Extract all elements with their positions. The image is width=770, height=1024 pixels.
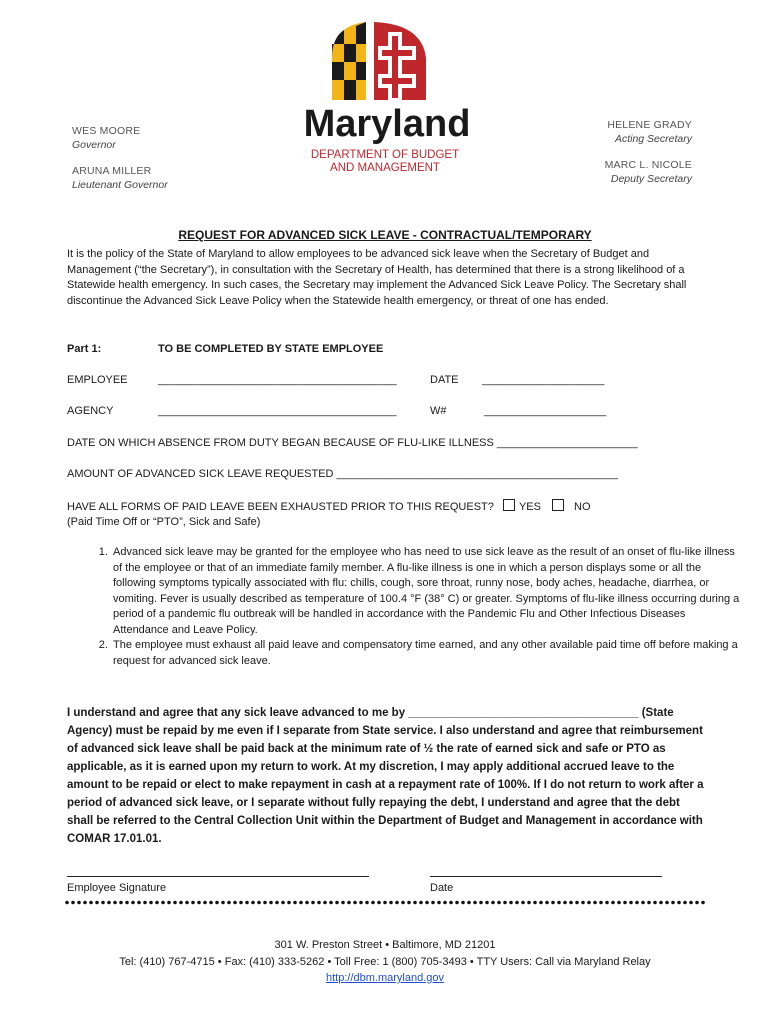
no-checkbox[interactable]: [552, 499, 564, 511]
policy-paragraph: It is the policy of the State of Maryland to allow employees to be advanced sick leave when the Secretary of Budget and Management (“the Secretary”), in consultation with the Secretary of Health, has determined that there is a strong likelihood of a Statewide health emergency. In such cases, the Secretary may implement the Advanced Sick Leave Policy. The Secretary shall discontinue the Advanced Sick Leave Policy when the Statewide health emergency, or threat of one has ended.: [67, 248, 687, 307]
date-label: DATE: [430, 374, 459, 386]
lt-governor-title: Lieutenant Governor: [72, 179, 168, 191]
lt-governor-name: ARUNA MILLER: [72, 165, 152, 177]
governor-block: [72, 124, 140, 152]
department-line-2: AND MANAGEMENT: [330, 162, 440, 174]
deputy-block: [605, 158, 692, 186]
signature-label: Employee Signature: [67, 882, 167, 894]
absence-date-field[interactable]: DATE ON WHICH ABSENCE FROM DUTY BEGAN BECAUSE OF FLU-LIKE ILLNESS _______________________: [67, 437, 638, 449]
secretary-name: HELENE GRADY: [607, 119, 692, 131]
agency-field[interactable]: _______________________________________: [158, 405, 397, 417]
deputy-name: MARC L. NICOLE: [604, 159, 692, 171]
exhausted-question: HAVE ALL FORMS OF PAID LEAVE BEEN EXHAUSTED PRIOR TO THIS REQUEST?: [67, 501, 494, 513]
part-heading: TO BE COMPLETED BY STATE EMPLOYEE: [158, 343, 384, 355]
list-item: 2. The employee must exhaust all paid leave and compensatory time earned, and any other available paid time off before making a request for advanced sick leave.: [111, 638, 741, 669]
department-line-1: DEPARTMENT OF BUDGET: [310, 149, 460, 161]
list-item: 1. Advanced sick leave may be granted for the employee who has need to use sick leave as the result of an onset of flu-like illness of the employee or that of an immediate family member. A flu-like illness is one in which a person displays some or all the following symptoms typically associated with flu: chills, cough, sore throat, runny nose, body aches, headache, diarrhea, or vomiting. Fever is usually described as temperature of 100.4 °F (38° C) or greater. Symptoms of flu-like illness occurring during a period of a pandemic flu outbreak will be handled in accordance with the Pandemic Flu and Other Infectious Diseases Attendance and Leave Policy.: [111, 545, 741, 638]
yes-label: YES: [518, 501, 541, 513]
w-number-label: W#: [430, 405, 447, 417]
website-link[interactable]: http://dbm.maryland.gov: [325, 972, 444, 984]
maryland-logo: [322, 18, 442, 108]
employee-label: EMPLOYEE: [67, 374, 128, 386]
form-title: REQUEST FOR ADVANCED SICK LEAVE - CONTRACTUAL/TEMPORARY: [178, 228, 592, 242]
part-label: Part 1:: [67, 343, 102, 355]
lt-governor-block: [72, 164, 168, 192]
date-field[interactable]: ____________________: [482, 374, 605, 386]
amount-requested-field[interactable]: AMOUNT OF ADVANCED SICK LEAVE REQUESTED ______________________________________________: [67, 468, 618, 480]
exhausted-note: (Paid Time Off or “PTO”, Sick and Safe): [67, 516, 261, 528]
department-name: [280, 149, 490, 175]
agency-label: AGENCY: [67, 405, 114, 417]
governor-name: WES MOORE: [72, 125, 141, 137]
footer-website-row: [0, 970, 770, 986]
signature-date-label: Date: [430, 882, 454, 894]
conditions-list: [67, 545, 741, 669]
footer-contact: Tel: (410) 767-4715 • Fax: (410) 333-5262 • Toll Free: 1 (800) 705-3493 • TTY Users: Call via Maryland Relay: [119, 956, 651, 968]
footer-address: 301 W. Preston Street • Baltimore, MD 21201: [274, 939, 496, 951]
agreement-statement: I understand and agree that any sick leave advanced to me by ____________________________________ (State Agency) must be repaid by me even if I separate from State service. I also understand and agree that reimbursement of advanced sick leave shall be paid back at the minimum rate of ½ the rate of earned sick and safe or PTO as applicable, as it is earned upon my return to work. At my discretion, I may apply additional accrued leave to the amount to be repaid or elect to make repayment in cash at a repayment rate of 100%. If I do not return to work after a period of advanced sick leave, or I separate without fully repaying the debt, I understand and agree that the debt shall be referred to the Central Collection Unit within the Department of Budget and Management in accordance with COMAR 17.01.01.: [67, 707, 704, 845]
governor-title: Governor: [72, 139, 116, 151]
signature-date-line[interactable]: [430, 876, 662, 877]
secretary-block: [607, 118, 692, 146]
signature-line[interactable]: [67, 876, 369, 877]
exhausted-question-row: [67, 499, 591, 514]
no-label: NO: [574, 501, 591, 513]
deputy-title: Deputy Secretary: [610, 173, 692, 185]
secretary-title: Acting Secretary: [614, 133, 692, 145]
w-number-field[interactable]: ____________________: [484, 405, 607, 417]
brand-wordmark: Maryland: [303, 103, 471, 145]
employee-field[interactable]: _______________________________________: [158, 374, 397, 386]
footer-divider: [64, 900, 706, 905]
yes-checkbox[interactable]: [503, 499, 515, 511]
